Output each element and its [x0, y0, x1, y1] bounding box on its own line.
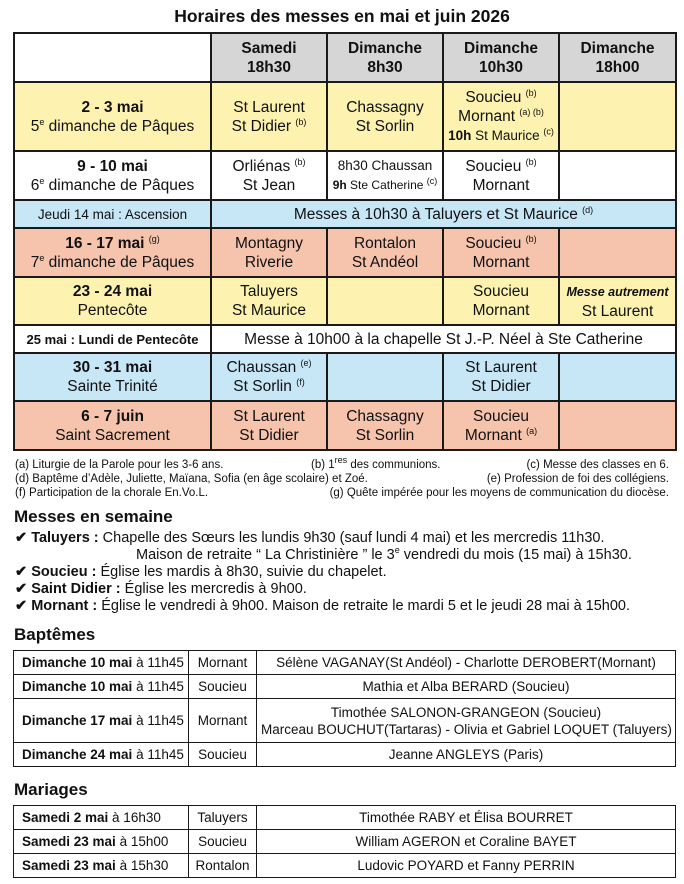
semaine-list — [15, 530, 684, 615]
cell-dim-10h30: Soucieu $^{(b)}$ Mornant — [443, 228, 559, 277]
bapteme-row — [14, 699, 676, 743]
mariage-place: Soucieu — [189, 830, 257, 854]
mariage-names: Ludovic POYARD et Fanny PERRIN — [257, 854, 676, 878]
cell-samedi: Taluyers St Maurice — [211, 277, 327, 325]
cell-samedi: Chaussan $^{(e)}$ St Sorlin $^{(f)}$ — [211, 353, 327, 401]
mariage-row — [14, 854, 676, 878]
note-g: (g) Quête impérée pour les moyens de communication du diocèse. — [329, 487, 669, 499]
cell-dim-8h30 — [327, 353, 443, 401]
cell-dim-8h30: Chassagny St Sorlin — [327, 82, 443, 151]
mariage-row — [14, 806, 676, 830]
row-pentecote-lundi — [14, 325, 676, 353]
bapteme-row — [14, 651, 676, 675]
mariage-date: Samedi 2 mai à 16h30 — [14, 806, 189, 830]
mariage-place: Taluyers — [189, 806, 257, 830]
cell-dim-10h30: Soucieu Mornant $^{(a)}$ — [443, 401, 559, 450]
bapteme-place: Soucieu — [189, 743, 257, 767]
baptemes-table — [13, 650, 676, 767]
semaine-mornant: ✔ Mornant : Église le vendredi à 9h00. Maison de retraite le mardi 5 et le jeudi 28 mai à 15h00. — [15, 598, 631, 614]
ascension-text: Messes à 10h30 à Taluyers et St Maurice $^{(d)}$ — [211, 200, 676, 228]
cell-samedi: St Laurent St Didier — [211, 401, 327, 450]
cell-dim-18h00 — [559, 82, 676, 151]
mass-schedule-table — [13, 32, 677, 451]
date-cell: 6 - 7 juin Saint Sacrement — [14, 401, 211, 450]
semaine-christiniere: Maison de retraite “ La Christinière ” le 3e vendredi du mois (15 mai) à 15h30. — [136, 545, 632, 563]
lundi-text: Messe à 10h00 à la chapelle St J.-P. Néel à Ste Catherine — [211, 325, 676, 353]
footnotes — [15, 455, 677, 500]
cell-dim-10h30: Soucieu $^{(b)}$ Mornant $^{(a) (b)}$ 10h St Maurice $^{(c)}$ — [443, 82, 559, 151]
cell-samedi: St Laurent St Didier $^{(b)}$ — [211, 82, 327, 151]
baptemes-heading: Baptêmes — [14, 625, 96, 644]
bapteme-names: Sélène VAGANAY(St Andéol) - Charlotte DEROBERT(Mornant) — [257, 651, 676, 675]
note-a: (a) Liturgie de la Parole pour les 3-6 ans. — [15, 459, 224, 471]
note-d: (d) Baptême d’Adèle, Juliette, Maïana, Sofia (en âge scolaire) et Zoé. — [15, 473, 368, 485]
cell-dim-18h00 — [559, 151, 676, 200]
bapteme-date: Dimanche 10 mai à 11h45 — [14, 675, 189, 699]
cell-dim-18h00 — [559, 353, 676, 401]
mariage-names: Timothée RABY et Élisa BOURRET — [257, 806, 676, 830]
header-dimanche-10h30: Dimanche 10h30 — [443, 33, 559, 82]
mariage-date: Samedi 23 mai à 15h00 — [14, 830, 189, 854]
mariages-table — [13, 805, 676, 878]
date-cell: 9 - 10 mai 6e dimanche de Pâques — [14, 151, 211, 200]
ascension-label: Jeudi 14 mai : Ascension — [14, 200, 211, 228]
bapteme-date: Dimanche 17 mai à 11h45 — [14, 699, 189, 743]
cell-dim-8h30 — [327, 277, 443, 325]
date-cell: 30 - 31 mai Sainte Trinité — [14, 353, 211, 401]
semaine-soucieu: ✔ Soucieu : Église les mardis à 8h30, suivie du chapelet. — [15, 564, 387, 580]
date-cell: 16 - 17 mai $^{(g)}$ 7e dimanche de Pâques — [14, 228, 211, 277]
note-c: (c) Messe des classes en 6. — [526, 459, 669, 471]
cell-dim-10h30: Soucieu Mornant — [443, 277, 559, 325]
date-cell: 23 - 24 mai Pentecôte — [14, 277, 211, 325]
cell-dim-10h30: St Laurent St Didier — [443, 353, 559, 401]
row-23-24-mai — [14, 277, 676, 325]
bapteme-row — [14, 743, 676, 767]
mariage-place: Rontalon — [189, 854, 257, 878]
row-30-31-mai — [14, 353, 676, 401]
cell-samedi: Orliénas $^{(b)}$ St Jean — [211, 151, 327, 200]
mariage-names: William AGERON et Coraline BAYET — [257, 830, 676, 854]
bapteme-date: Dimanche 10 mai à 11h45 — [14, 651, 189, 675]
cell-dim-10h30: Soucieu $^{(b)}$ Mornant — [443, 151, 559, 200]
cell-samedi: Montagny Riverie — [211, 228, 327, 277]
mariage-row — [14, 830, 676, 854]
header-blank — [14, 33, 211, 82]
header-row — [14, 33, 676, 82]
semaine-heading: Messes en semaine — [14, 507, 173, 526]
semaine-taluyers: ✔ Taluyers : Chapelle des Sœurs les lundis 9h30 (sauf lundi 4 mai) et les mercredis 11h30. — [15, 530, 605, 546]
bapteme-names: Timothée SALONON-GRANGEON (Soucieu) Marceau BOUCHUT(Tartaras) - Olivia et Gabriel LOQUET (Taluyers) — [257, 699, 676, 743]
bapteme-place: Soucieu — [189, 675, 257, 699]
header-dimanche-18h00: Dimanche 18h00 — [559, 33, 676, 82]
header-samedi: Samedi 18h30 — [211, 33, 327, 82]
cell-dim-18h00 — [559, 401, 676, 450]
row-2-3-mai — [14, 82, 676, 151]
header-dimanche-8h30: Dimanche 8h30 — [327, 33, 443, 82]
bapteme-names: Jeanne ANGLEYS (Paris) — [257, 743, 676, 767]
bapteme-place: Mornant — [189, 699, 257, 743]
semaine-saint-didier: ✔ Saint Didier : Église les mercredis à 9h00. — [15, 581, 307, 597]
row-9-10-mai — [14, 151, 676, 200]
cell-dim-18h00: Messe autrement St Laurent — [559, 277, 676, 325]
note-e: (e) Profession de foi des collégiens. — [486, 473, 669, 485]
bapteme-date: Dimanche 24 mai à 11h45 — [14, 743, 189, 767]
cell-dim-18h00 — [559, 228, 676, 277]
cell-dim-8h30: Chassagny St Sorlin — [327, 401, 443, 450]
mariages-heading: Mariages — [14, 780, 88, 799]
bapteme-place: Mornant — [189, 651, 257, 675]
row-ascension — [14, 200, 676, 228]
cell-dim-8h30: Rontalon St Andéol — [327, 228, 443, 277]
note-f: (f) Participation de la chorale En.Vo.L. — [15, 487, 209, 499]
row-16-17-mai — [14, 228, 676, 277]
row-6-7-juin — [14, 401, 676, 450]
note-b: (b) 1res des communions. — [311, 455, 441, 471]
mariage-date: Samedi 23 mai à 15h30 — [14, 854, 189, 878]
page-title: Horaires des messes en mai et juin 2026 — [174, 6, 510, 26]
bapteme-row — [14, 675, 676, 699]
date-cell: 2 - 3 mai 5e dimanche de Pâques — [14, 82, 211, 151]
cell-dim-8h30: 8h30 Chaussan 9h Ste Catherine $^{(c)}$ — [327, 151, 443, 200]
bapteme-names: Mathia et Alba BERARD (Soucieu) — [257, 675, 676, 699]
lundi-label: 25 mai : Lundi de Pentecôte — [14, 325, 211, 353]
